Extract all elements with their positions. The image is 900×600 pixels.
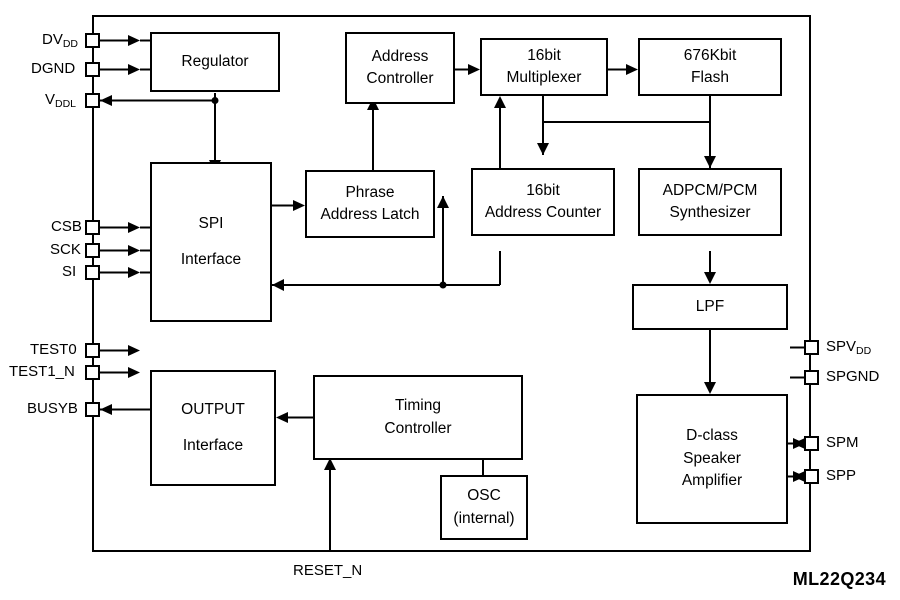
pad-test1n bbox=[86, 366, 99, 379]
block-flash bbox=[638, 38, 782, 96]
pin-label-dgnd: DGND bbox=[31, 60, 76, 77]
block-label: Phrase bbox=[345, 183, 395, 201]
pin-label-spgnd: SPGND bbox=[826, 368, 880, 385]
pin-label-csb: CSB bbox=[51, 218, 82, 235]
block-label: 16bit bbox=[526, 181, 560, 199]
block-label: OSC bbox=[467, 487, 501, 505]
block-label: 16bit bbox=[527, 46, 561, 64]
block-16bit-address-counter bbox=[471, 168, 615, 236]
pad-spgnd bbox=[805, 371, 818, 384]
block-label: SPI bbox=[198, 214, 224, 232]
block-regulator bbox=[150, 32, 280, 92]
pin-label-test0: TEST0 bbox=[30, 341, 77, 358]
block-label: Interface bbox=[182, 437, 244, 454]
block-label: Controller bbox=[384, 419, 452, 437]
pin-label-test1n: TEST1_N bbox=[9, 363, 75, 380]
pad-vddl bbox=[86, 94, 99, 107]
part-number: ML22Q234 bbox=[792, 569, 886, 589]
pin-label-vddl: $V_{DDL}$ bbox=[45, 91, 77, 110]
pad-spvdd bbox=[805, 341, 818, 354]
pad-sck bbox=[86, 244, 99, 257]
block-16bit-multiplexer bbox=[480, 38, 608, 96]
pin-label-spm: SPM bbox=[826, 434, 859, 451]
block-label: Address Latch bbox=[320, 206, 420, 223]
pad-busyb bbox=[86, 403, 99, 416]
block-label: Multiplexer bbox=[506, 69, 582, 86]
block-label: Controller bbox=[366, 70, 434, 87]
block-osc bbox=[440, 475, 528, 540]
block-label: 676Kbit bbox=[683, 46, 737, 64]
pad-dgnd bbox=[86, 63, 99, 76]
block-output-interface bbox=[150, 370, 276, 486]
pad-test0 bbox=[86, 344, 99, 357]
block-label: Address bbox=[371, 47, 429, 65]
pad-dvdd bbox=[86, 34, 99, 47]
block-label: LPF bbox=[695, 297, 725, 315]
block-label: Regulator bbox=[181, 52, 249, 70]
block-label: D-class bbox=[686, 427, 738, 445]
block-spi-interface bbox=[150, 162, 272, 322]
pad-csb bbox=[86, 221, 99, 234]
block-dclass-speaker-amplifier bbox=[636, 394, 788, 524]
pad-spp bbox=[805, 470, 818, 483]
block-label: Timing bbox=[395, 397, 441, 415]
block-label: Amplifier bbox=[681, 472, 743, 490]
block-timing-controller bbox=[313, 375, 523, 460]
pin-label-reset-n: RESET_N bbox=[293, 562, 363, 579]
block-label: Interface bbox=[180, 251, 242, 268]
pin-label-sck: SCK bbox=[50, 241, 81, 258]
pin-label-si: SI bbox=[62, 263, 77, 280]
pin-label-spvdd: $SPV_{DD}$ bbox=[826, 338, 872, 357]
pad-spm bbox=[805, 437, 818, 450]
pad-si bbox=[86, 266, 99, 279]
block-label: Speaker bbox=[683, 449, 741, 467]
pin-label-dvdd: $DV_{DD}$ bbox=[42, 31, 79, 50]
pin-label-spp: SPP bbox=[826, 467, 857, 484]
block-label: (internal) bbox=[453, 509, 515, 527]
block-phrase-address-latch bbox=[305, 170, 435, 238]
block-label: OUTPUT bbox=[181, 400, 245, 418]
block-lpf bbox=[632, 284, 788, 330]
block-address-controller bbox=[345, 32, 455, 104]
block-label: ADPCM/PCM bbox=[662, 181, 758, 199]
block-adpcm-pcm-synthesizer bbox=[638, 168, 782, 236]
block-label: Synthesizer bbox=[669, 204, 751, 221]
block-label: Address Counter bbox=[484, 204, 602, 221]
pin-label-busyb: BUSYB bbox=[27, 400, 78, 417]
block-label: Flash bbox=[691, 69, 729, 86]
